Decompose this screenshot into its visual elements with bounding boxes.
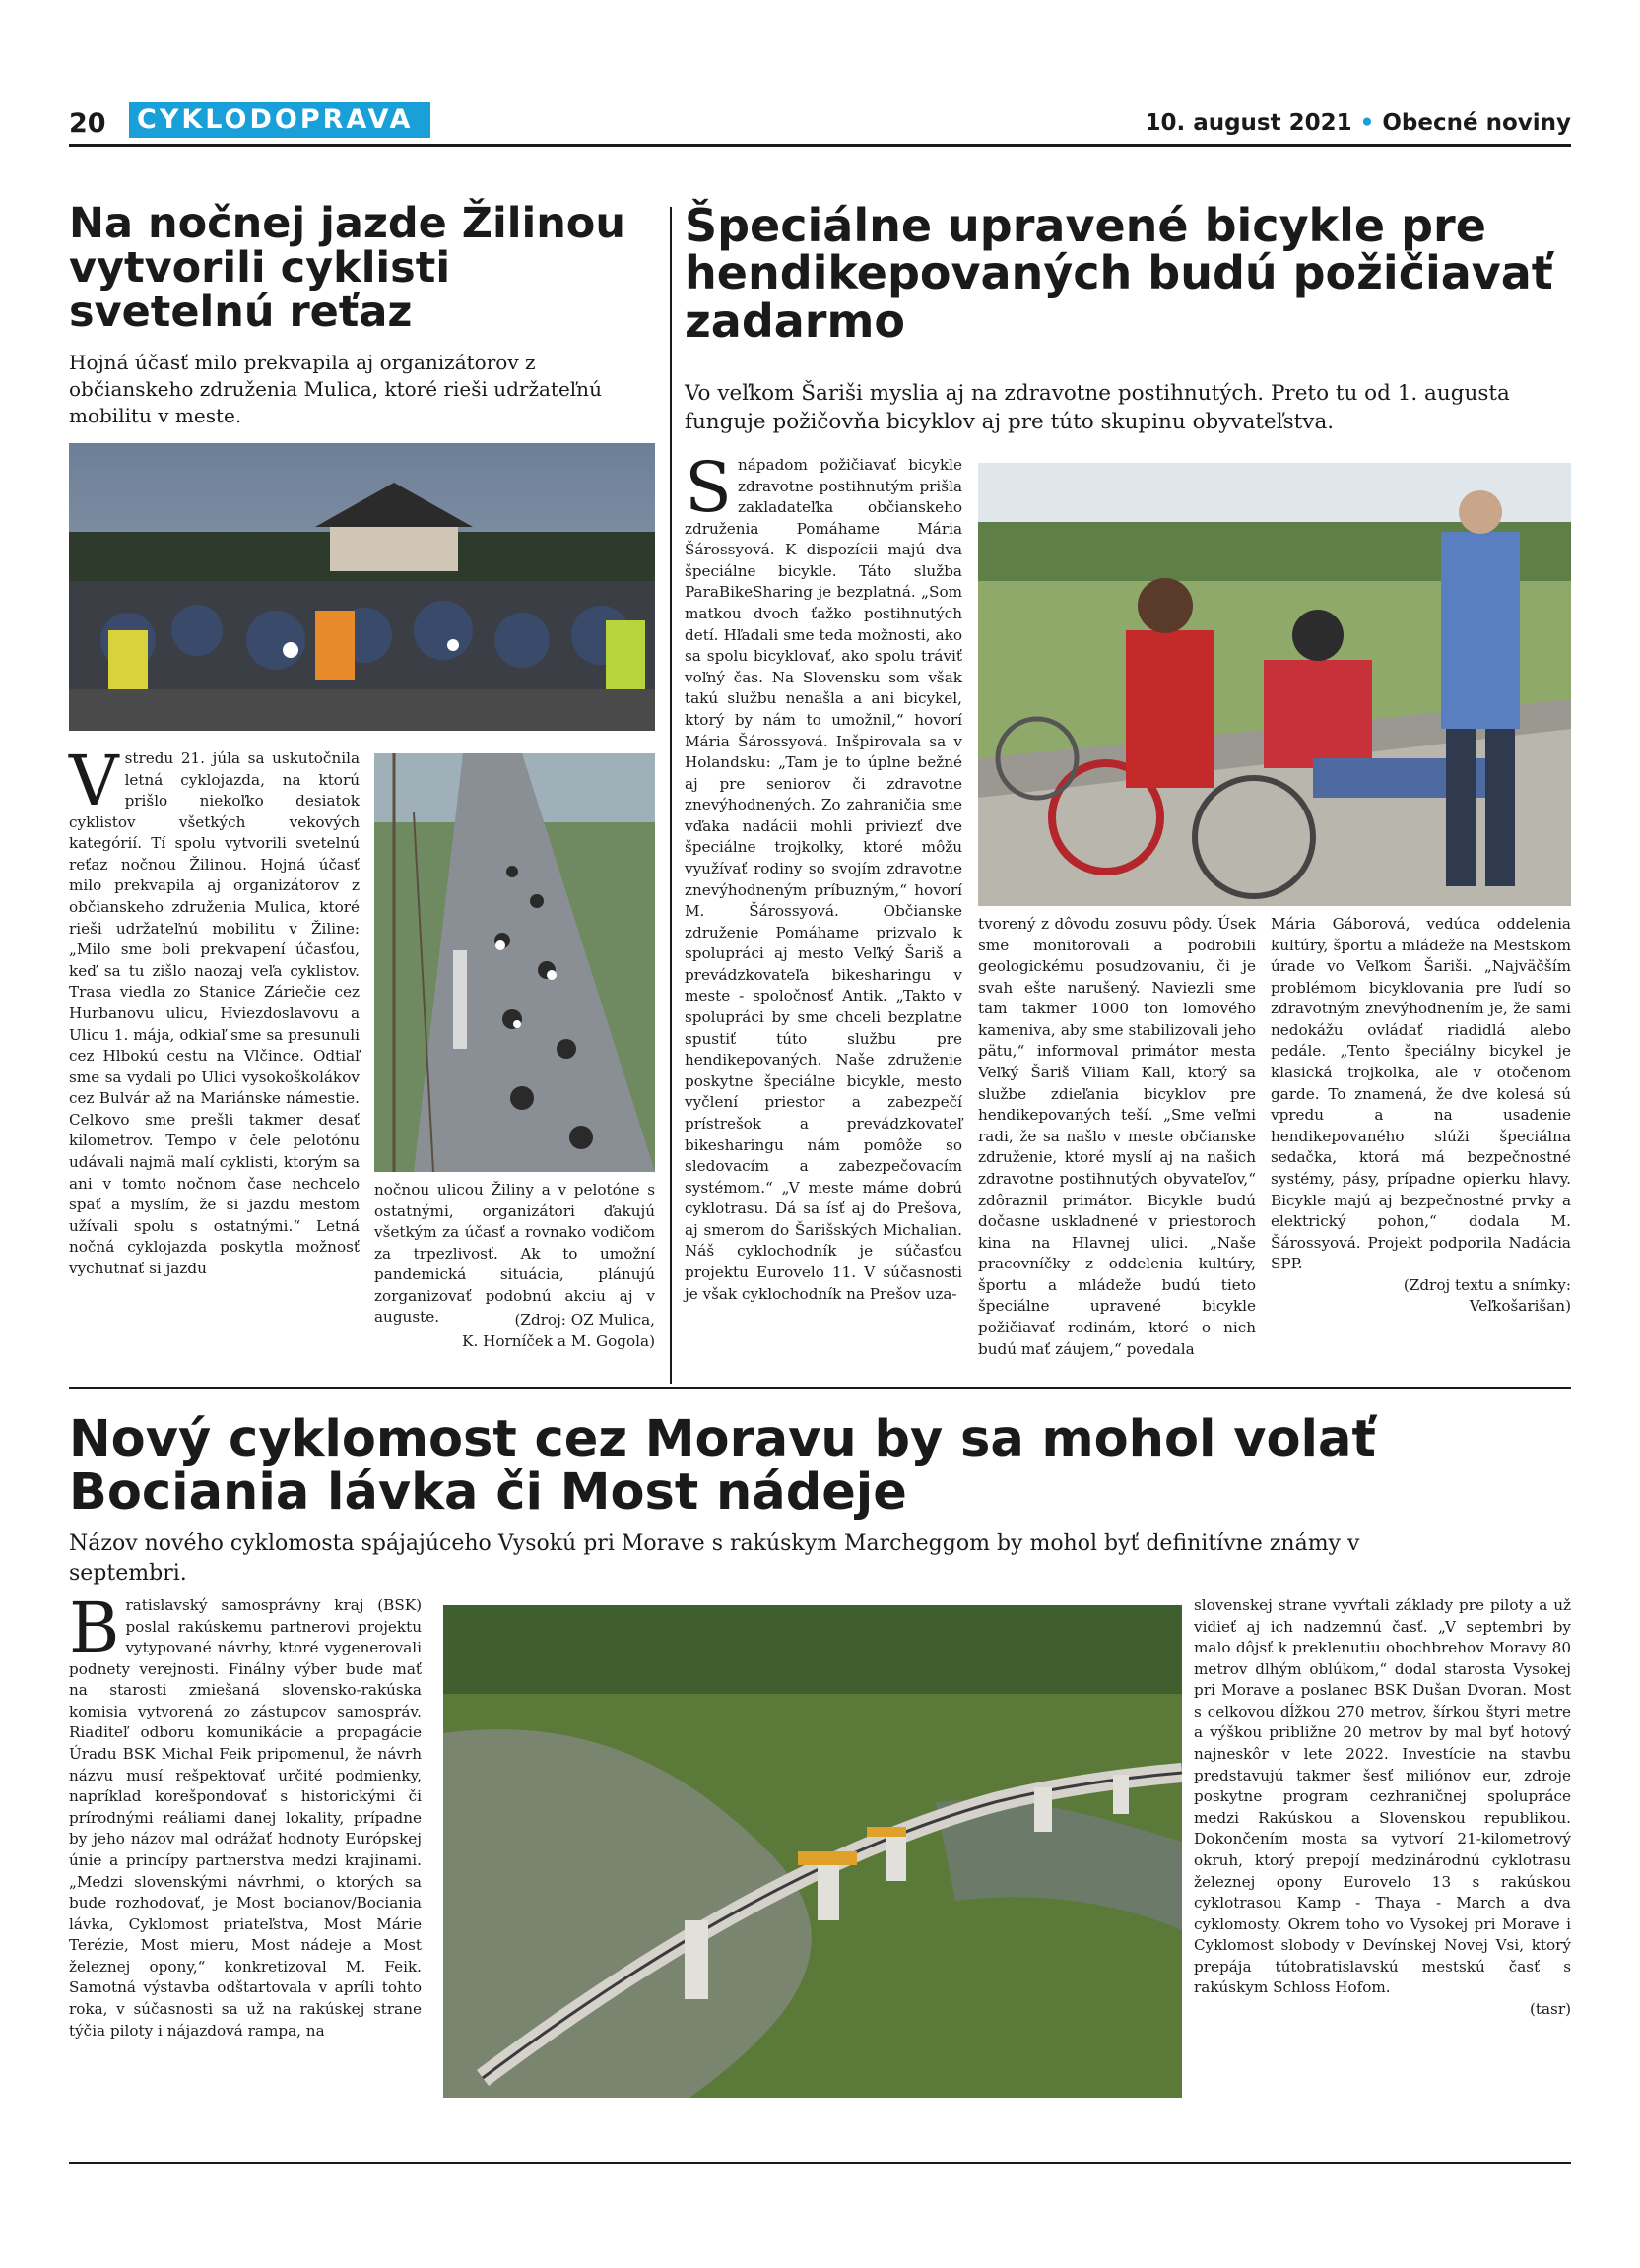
article-3-credit: (tasr) <box>1529 1999 1571 2018</box>
article-2-title: Špeciálne upravené bicykle pre hendikepovaných budú požičiavať zadarmo <box>685 199 1553 348</box>
section-label: CYKLODOPRAVA <box>129 102 430 138</box>
article-1-credit <box>374 1310 655 1352</box>
header-rule <box>69 144 1571 147</box>
article-1-column-2 <box>374 1180 655 1328</box>
article-2-credit <box>1271 1275 1571 1318</box>
article-3-text-1: ratislavský samosprávny kraj (BSK) poslal rakúskemu partnerovi projektu vytypované návrhy, ktoré vygenerovali podnety verejnosti. Finálny výber bude mať na starosti zmiešaná slovensko-rakúska komisia vytvorená zo zástupcov samospráv. Riaditeľ odboru komunikácie a propagácie Úradu BSK Michal Feik pripomenul, že návrh názvu musí rešpektovať určité podmienky, napríklad korešpondovať s historickými či prírodnými reáliami danej lokality, prípadne by jeho názov mal odrážať hodnoty Európskej únie a princípy partnerstva medzi krajinami. „Medzi slovenskými návrhmi, o ktorých sa bude rozhodovať, je Most bocianov/Bociania lávka, Cyklomost priateľstva, Most Márie Terézie, Most mieru, Most nádeje a Most železnej opony,“ konkretizoval M. Feik. Samotná výstavba odštartovala v apríli tohto roka, v súčasnosti sa už na rakúskej strane týčia piloty i nájazdová rampa, na <box>69 1596 422 2040</box>
separator-dot: • <box>1359 110 1375 136</box>
article-2-column-2 <box>978 914 1256 1360</box>
article-2-text-3: Mária Gáborová, vedúca oddelenia kultúry, športu a mládeže na Mestskom úrade vo Veľkom Šariši. „Najväčším problémom bicyklovania pre ľudí so zdravotným znevýhodnením je, že sami nedokážu ovládať riadidlá alebo pedále. „Tento špeciálny bicykel je klasická trojkolka, ale v otočenom garde. To znamená, že dve kolesá sú vpredu a na usadenie hendikepovaného slúži špeciálna sedačka, ktorá má bezpečnostné systémy, pásy, prípadne opierku hlavy. Bicykle majú aj bezpečnostné prvky a elektrický pohon,“ dodala M. Šárossyová. Projekt podporila Nadácia SPP. <box>1271 915 1571 1273</box>
bridge-construction-photo <box>443 1605 1182 2098</box>
article-divider <box>670 207 672 1384</box>
night-ride-photo <box>69 443 655 731</box>
page-number: 20 <box>69 108 106 139</box>
drop-cap: V <box>69 741 119 821</box>
article-3-text-2: slovenskej strane vyvŕtali základy pre piloty a už vidieť aj ich nadzemnú časť. „V septembri by malo dôjsť k preklenutiu obochbrehov Moravy 80 metrov dlhým oblúkom,“ dodal starosta Vysokej pri Morave a poslanec BSK Dušan Dvoran. Most s celkovou dĺžkou 270 metrov, šírkou štyri metre a výškou približne 20 metrov by mal byť hotový najneskôr v lete 2022. Investície na stavbu predstavujú takmer šesť miliónov eur, zdroje poskytne program cezhraničnej spolupráce medzi Rakúskou a Slovenskou republikou. Dokončením mosta sa vytvorí 21-kilometrový okruh, ktorý prepojí medzinárodnú cyklotrasu železnej opony Eurovelo 13 s rakúskou cyklotrasou Kamp - Thaya - March a dva cyklomosty. Okrem toho vo Vysokej pri Morave i Cyklomost slobody v Devínskej Novej Vsi, ktorý prepája tútobratislavskú mestskú časť s rakúskym Schloss Hofom. <box>1194 1596 1571 1997</box>
credit-line-1: (Zdroj textu a snímky: <box>1403 1275 1571 1294</box>
article-2-text-1: nápadom požičiavať bicykle zdravotne postihnutým prišla zakladateľka občianskeho združenia Pomáhame Mária Šárossyová. K dispozícii majú dva špeciálne bicykle. Táto služba ParaBikeSharing je bezplatná. „Som matkou dvoch ťažko postihnutých detí. Hľadali sme teda možnosti, ako sa spolu bicyklovať, ako spolu tráviť voľný čas. Na Slovensku som však takú službu nenašla a ani bicykel, ktorý by nám to umožnil,“ hovorí Mária Šárossyová. Inšpirovala sa v Holandsku: „Tam je to úplne bežné aj pre seniorov či zdravotne znevýhodnených. Zo zahraničia sme vďaka nadácii mohli priviezť dve špeciálne trojkolky, ktoré môžu využívať rodiny so svojím zdravotne znevýhodneným príbuzným,“ hovorí M. Šárossyová. Občianske združenie Pomáhame prizvalo k spolupráci aj mesto Veľký Šariš a prevádzkovateľa bikesharingu v meste - spoločnosť Antik. „Takto v spolupráci by sme chceli bezplatne spustiť túto službu pre hendikepovaných. Naše združenie poskytne špeciálne bicykle, mesto vyčlení priestor a zabezpečí prístrešok a prevádzkovateľ bikesharingu nám pomôže so sledovacím a zabezpečovacím systémom.“ „V meste máme dobrú cyklotrasu. Dá sa ísť aj do Prešova, aj smerom do Šarišských Michalian. Náš cyklochodník je súčasťou projektu Eurovelo 11. V súčasnosti je však cyklochodník na Prešov uza- <box>685 456 962 1303</box>
article-1-title: Na nočnej jazde Žilinou vytvorili cyklisti svetelnú reťaz <box>69 199 625 338</box>
article-3-lead: Názov nového cyklomosta spájajúceho Vysokú pri Morave s rakúskym Marcheggom by mohol byť definitívne známy v septembri. <box>69 1531 1360 1586</box>
footer-rule <box>69 2162 1571 2164</box>
article-2-column-1 <box>685 447 962 1305</box>
article-1-text-1: stredu 21. júla sa uskutočnila letná cyklojazda, na ktorú prišlo niekoľko desiatok cyklistov všetkých vekových kategórií. Tí spolu vytvorili svetelnú reťaz nočnou Žilinou. Hojná účasť milo prekvapila aj organizátorov z občianskeho združenia Mulica, ktoré rieši udržateľnú mobilitu v Žiline: „Milo sme boli prekvapení účasťou, keď sa tu zišlo naozaj veľa cyklistov. Trasa viedla zo Stanice Záriečie cez Hurbanovu ulicu, Hviezdoslavovu a Ulicu 1. mája, odkiaľ sme sa presunuli cez Hlbokú cestu na Vlčince. Odtiaľ sme sa vydali po Ulici vysokoškolákov cez Bulvár až na Mariánske námestie. Celkovo sme prešli takmer desať kilometrov. Tempo v čele pelotónu udávali najmä malí cyklisti, ktorým sa ani v tomto nočnom čase nechcelo spať a myslím, že si jazdu mestom užívali spolu s ostatnými.“ Letná nočná cyklojazda poskytla možnosť vychutnať si jazdu <box>69 749 360 1277</box>
article-2-headline <box>685 199 1571 348</box>
article-1-lead: Hojná účasť milo prekvapila aj organizátorov z občianskeho združenia Mulica, ktoré rieši udržateľnú mobilitu v meste. <box>69 351 602 427</box>
issue-date: 10. august 2021 <box>1145 110 1352 136</box>
article-1-headline <box>69 199 660 338</box>
credit-line-2: Veľkošarišan) <box>1469 1297 1571 1316</box>
article-3-column-1 <box>69 1588 422 2041</box>
masthead-info <box>1145 110 1571 136</box>
adapted-bicycle-photo <box>978 463 1571 906</box>
article-2-column-3 <box>1271 914 1571 1318</box>
article-3-headline <box>69 1410 1571 1523</box>
article-3-title <box>69 1410 1571 1523</box>
credit-line-2: K. Horníček a M. Gogola) <box>462 1331 655 1350</box>
article-1-column-1 <box>69 741 360 1279</box>
article-2-text-2: tvorený z dôvodu zosuvu pôdy. Úsek sme monitorovali a podrobili geologickému posudzovaniu, či je svah ešte narušený. Naviezli sme tam takmer 1000 ton lomového kameniva, aby sme stabilizovali jeho pätu,“ informoval primátor mesta Veľký Šariš Viliam Kall, ktorý sa službe zdieľania bicyklov pre hendikepovaných teší. „Sme veľmi radi, že sa našlo v meste občianske združenie, ktoré myslí aj na našich zdravotne postihnutých obyvateľov,“ zdôraznil primátor. Bicykle budú dočasne uskladnené v priestoroch kina na Hlavnej ulici. „Naše pracovníčky z oddelenia kultúry, športu a mládeže budú tieto špeciálne upravené bicykle požičiavať rodinám, ktoré o nich budú mať záujem,“ povedala <box>978 915 1256 1358</box>
peloton-photo <box>374 753 655 1172</box>
title-line-2: Bociania lávka či Most nádeje <box>69 1463 907 1523</box>
publication-name: Obecné noviny <box>1382 110 1571 136</box>
article-3-column-2 <box>1194 1595 1571 2021</box>
section-rule <box>69 1387 1571 1389</box>
title-line-1: Nový cyklomost cez Moravu by sa mohol volať <box>69 1410 1376 1468</box>
drop-cap: B <box>69 1588 120 1668</box>
article-1-text-2: nočnou ulicou Žiliny a v pelotóne s ostatnými, organizátori ďakujú všetkým za účasť a rovnako vodičom za trpezlivosť. Ak to umožní pandemická situácia, plánujú zorganizovať podobnú akciu aj v auguste. <box>374 1181 655 1327</box>
drop-cap: S <box>685 447 732 528</box>
article-2-lead: Vo veľkom Šariši myslia aj na zdravotne postihnutých. Preto tu od 1. augusta funguje požičovňa bicyklov aj pre túto skupinu obyvateľstva. <box>685 381 1510 435</box>
credit-line-1: (Zdroj: OZ Mulica, <box>514 1311 655 1328</box>
